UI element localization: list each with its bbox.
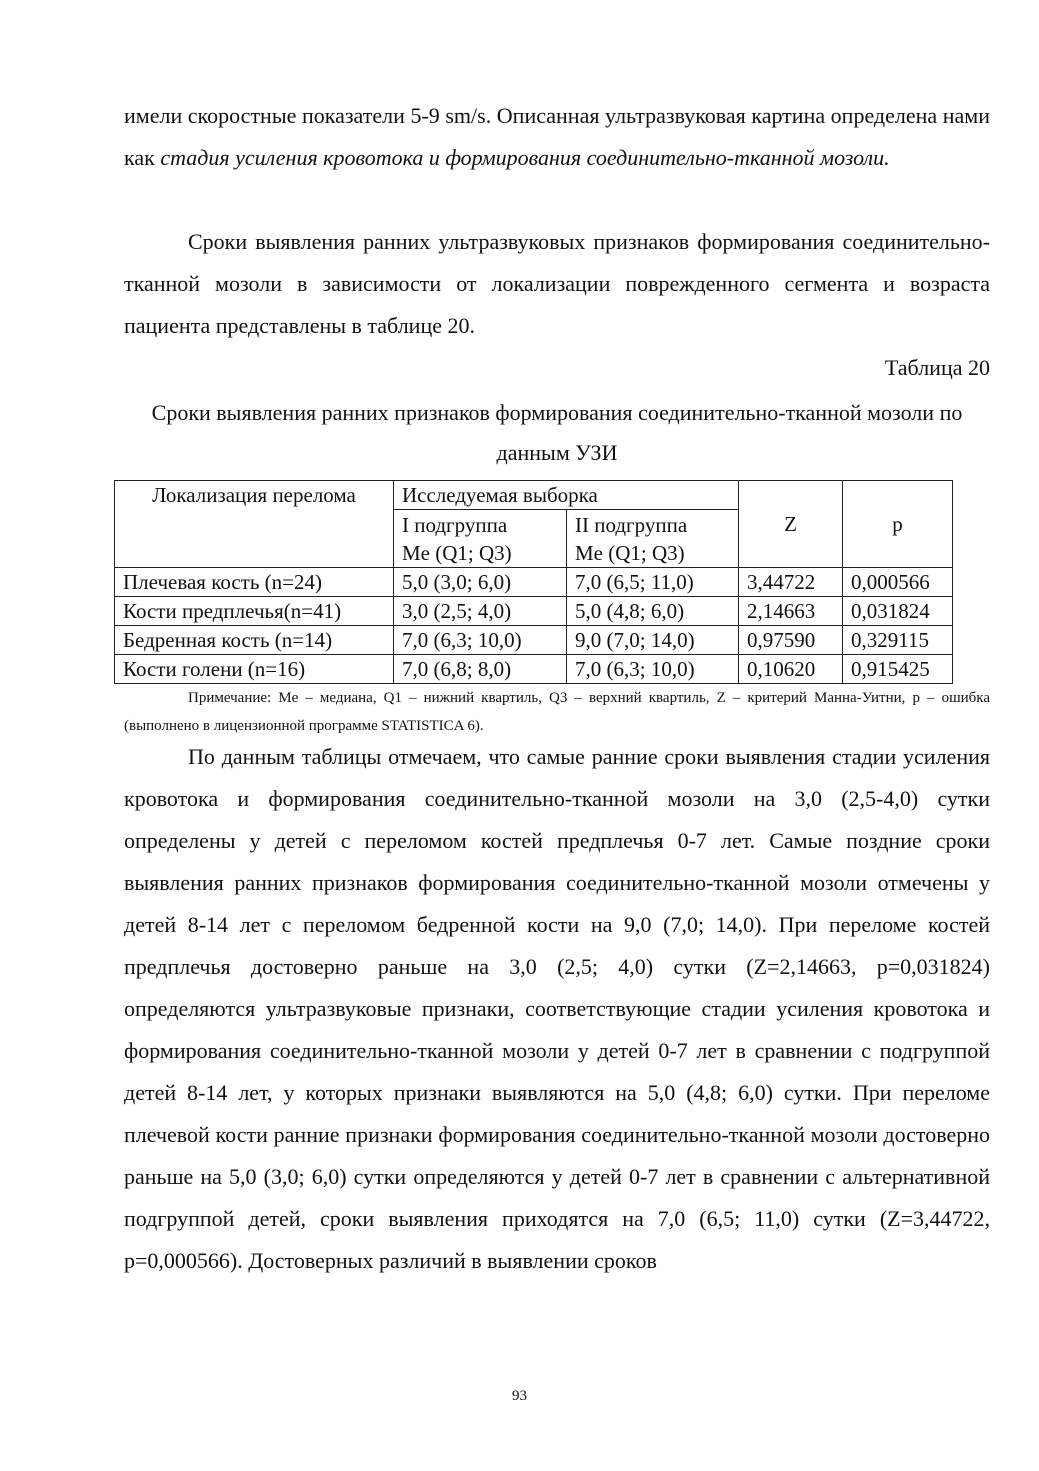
header-localization: Локализация перелома bbox=[115, 481, 394, 568]
cell-subgroup-1: 5,0 (3,0; 6,0) bbox=[394, 568, 567, 597]
table-note: Примечание: Me – медиана, Q1 – нижний квартиль, Q3 – верхний квартиль, Z – критерий Манна-Уитни, p – ошибка (выполнено в лицензионной программе STATISTICA 6). bbox=[124, 690, 990, 734]
header-sample: Исследуемая выборка bbox=[394, 481, 739, 510]
cell-z: 2,14663 bbox=[739, 597, 843, 626]
cell-p: 0,329115 bbox=[843, 626, 953, 655]
cell-p: 0,915425 bbox=[843, 655, 953, 684]
table-number: Таблица 20 bbox=[884, 355, 990, 380]
header-z: Z bbox=[739, 481, 843, 568]
table-title: Сроки выявления ранних признаков формирования соединительно-тканной мозоли по данным УЗИ bbox=[151, 400, 963, 465]
subgroup-1-stat: Me (Q1; Q3) bbox=[402, 541, 512, 565]
header-subgroup-2 bbox=[567, 510, 739, 568]
paragraph-2: Сроки выявления ранних ультразвуковых признаков формирования соединительно-тканной мозоли в зависимости от локализации поврежденного сегмента и возраста пациента представлены в таблице 20. bbox=[124, 229, 990, 338]
cell-localization: Плечевая кость (n=24) bbox=[115, 568, 394, 597]
cell-localization: Кости голени (n=16) bbox=[115, 655, 394, 684]
page-number: 93 bbox=[512, 1388, 527, 1404]
table-row bbox=[115, 655, 953, 684]
results-table bbox=[114, 480, 953, 684]
table-row bbox=[115, 568, 953, 597]
cell-p: 0,000566 bbox=[843, 568, 953, 597]
cell-subgroup-2: 7,0 (6,5; 11,0) bbox=[567, 568, 739, 597]
subgroup-2-stat: Me (Q1; Q3) bbox=[575, 541, 685, 565]
subgroup-2-name: II подгруппа bbox=[575, 513, 688, 537]
paragraph-1 bbox=[124, 95, 990, 179]
cell-subgroup-1: 7,0 (6,8; 8,0) bbox=[394, 655, 567, 684]
cell-localization: Кости предплечья(n=41) bbox=[115, 597, 394, 626]
paragraph-1-text: имели скоростные показатели 5-9 sm/s. Описанная ультразвуковая картина определена нами как bbox=[124, 103, 990, 170]
cell-z: 0,97590 bbox=[739, 626, 843, 655]
cell-z: 0,10620 bbox=[739, 655, 843, 684]
cell-subgroup-2: 9,0 (7,0; 14,0) bbox=[567, 626, 739, 655]
paragraph-1-italic-term: стадия усиления кровотока и формирования соединительно-тканной мозоли. bbox=[160, 145, 890, 170]
cell-subgroup-2: 7,0 (6,3; 10,0) bbox=[567, 655, 739, 684]
subgroup-1-name: I подгруппа bbox=[402, 513, 508, 537]
cell-subgroup-1: 3,0 (2,5; 4,0) bbox=[394, 597, 567, 626]
cell-localization: Бедренная кость (n=14) bbox=[115, 626, 394, 655]
header-subgroup-1 bbox=[394, 510, 567, 568]
cell-p: 0,031824 bbox=[843, 597, 953, 626]
cell-z: 3,44722 bbox=[739, 568, 843, 597]
cell-subgroup-1: 7,0 (6,3; 10,0) bbox=[394, 626, 567, 655]
table-row bbox=[115, 597, 953, 626]
table-header-row bbox=[115, 481, 953, 510]
header-p: p bbox=[843, 481, 953, 568]
table-row bbox=[115, 626, 953, 655]
cell-subgroup-2: 5,0 (4,8; 6,0) bbox=[567, 597, 739, 626]
paragraph-3: По данным таблицы отмечаем, что самые ранние сроки выявления стадии усиления кровотока и формирования соединительно-тканной мозоли на 3,0 (2,5-4,0) сутки определены у детей с переломом костей предплечья 0-7 лет. Самые поздние сроки выявления ранних признаков формирования соединительно-тканной мозоли отмечены у детей 8-14 лет с переломом бедренной кости на 9,0 (7,0; 14,0). При переломе костей предплечья достоверно раньше на 3,0 (2,5; 4,0) сутки (Z=2,14663, p=0,031824) определяются ультразвуковые признаки, соответствующие стадии усиления кровотока и формирования соединительно-тканной мозоли у детей 0-7 лет в сравнении с подгруппой детей 8-14 лет, у которых признаки выявляются на 5,0 (4,8; 6,0) сутки. При переломе плечевой кости ранние признаки формирования соединительно-тканной мозоли достоверно раньше на 5,0 (3,0; 6,0) сутки определяются у детей 0-7 лет в сравнении с альтернативной подгруппой детей, сроки выявления приходятся на 7,0 (6,5; 11,0) сутки (Z=3,44722, p=0,000566). Достоверных различий в выявлении сроков bbox=[124, 744, 990, 1273]
